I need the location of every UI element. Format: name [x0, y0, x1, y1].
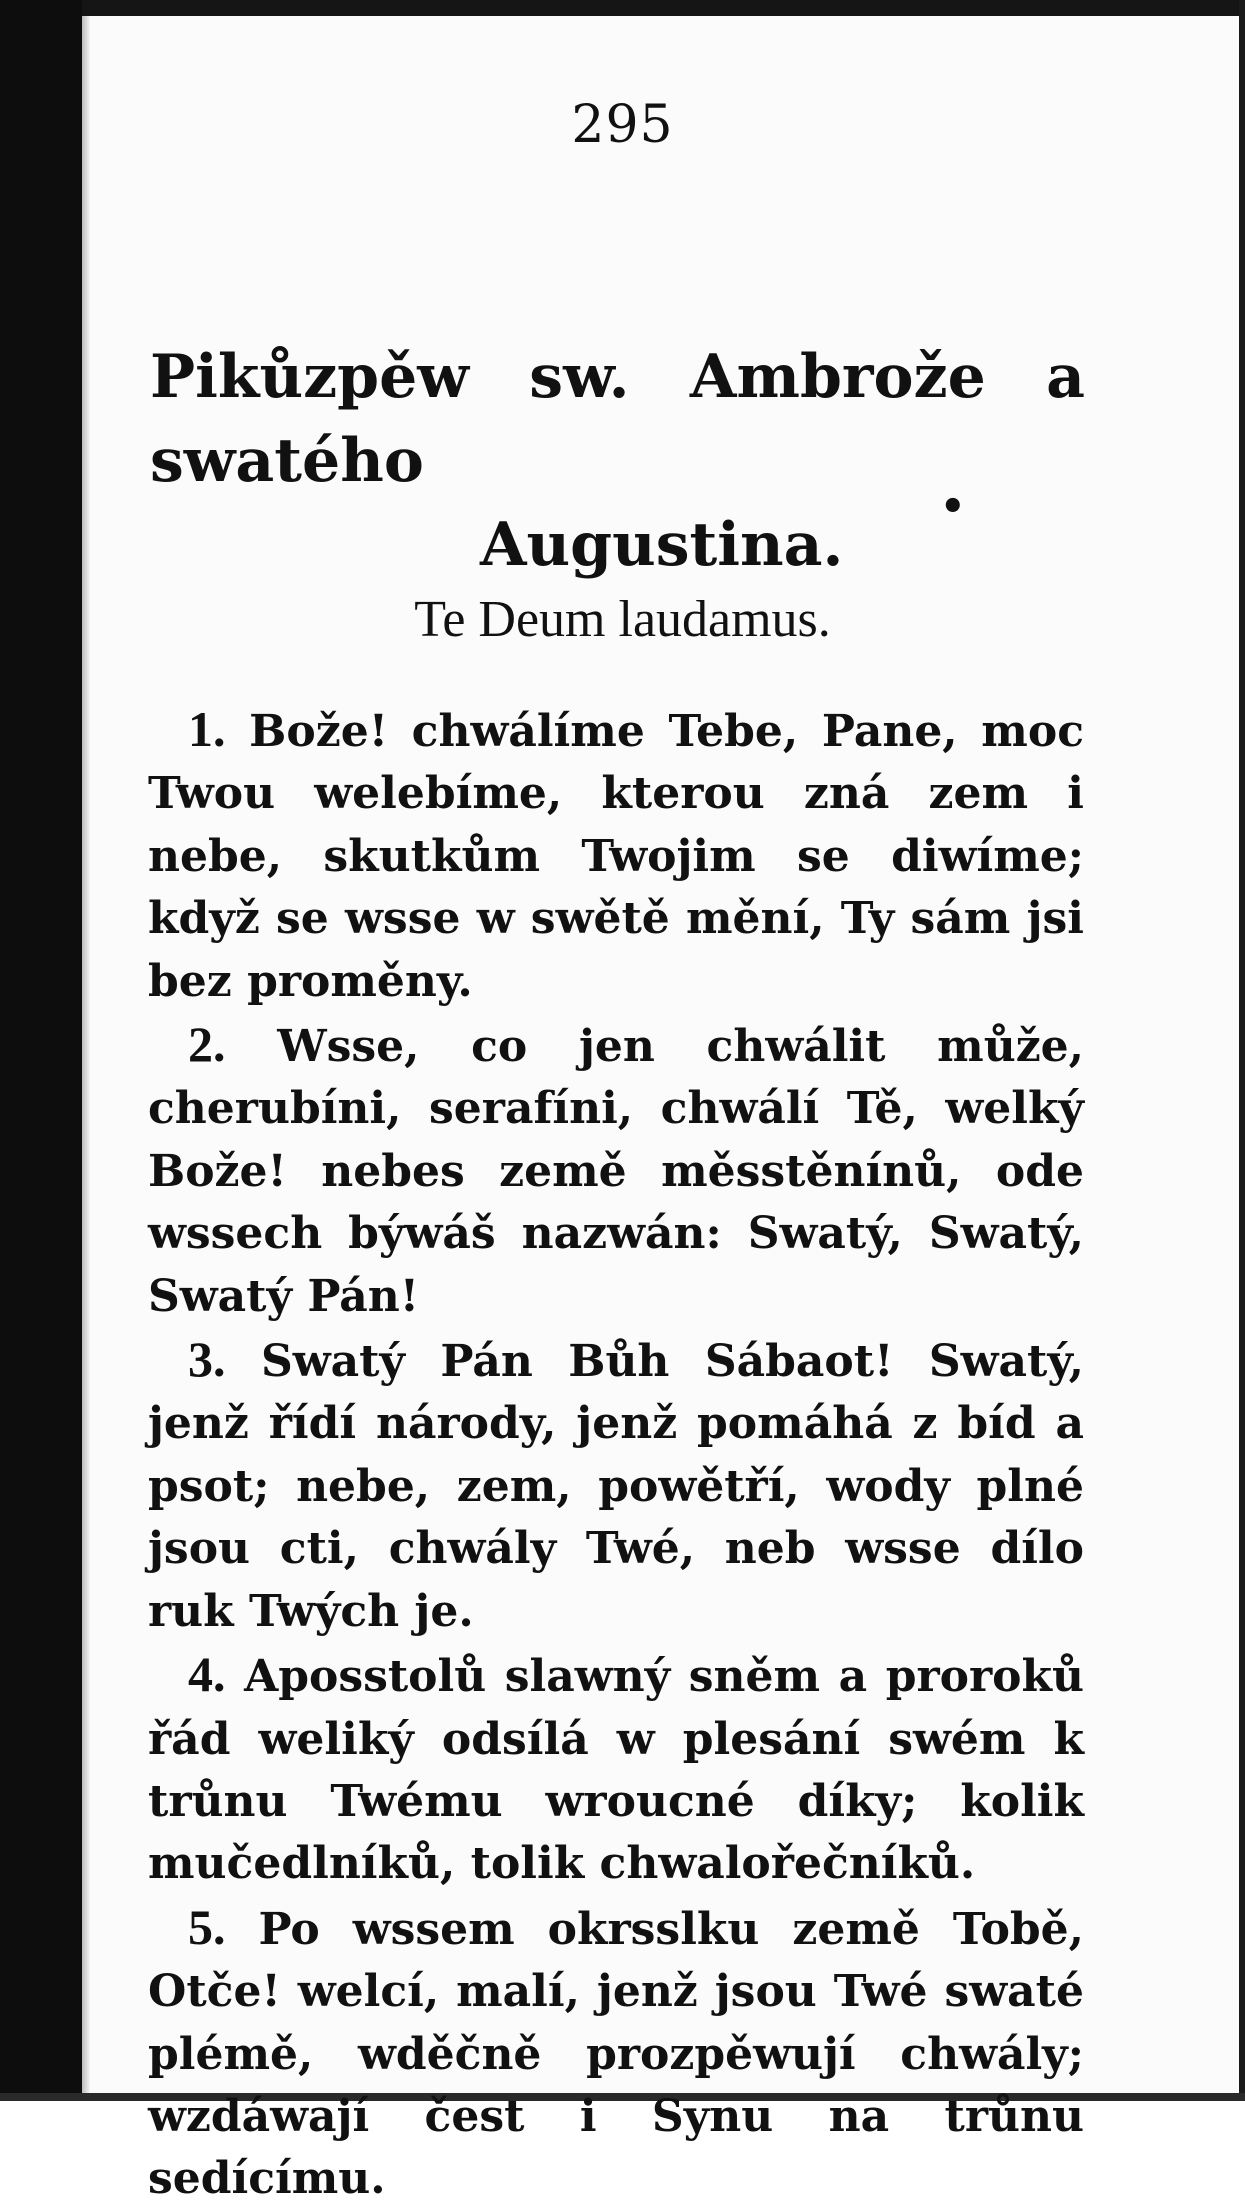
verse-text: Po wssem okrsslku země Tobě, Otče! welcí, malí, jenž jsou Twé swaté plémě, wděčně prozpěwují chwály; wzdáwají čest i Synu na trůnu sedícímu. [148, 1903, 1084, 2205]
verse-number: 2. [188, 1016, 226, 1073]
verse-number: 5. [188, 1898, 226, 1955]
verse-number: 3. [188, 1331, 226, 1388]
hymn-subtitle: Te Deum laudamus. [414, 591, 831, 648]
hymn-title [150, 335, 1085, 587]
verse-text: Aposstolů slawný sněm a proroků řád weliký odsílá w plesání swém k trůnu Twému wroucné díky; kolik mučedlníků, tolik chwalořečníků. [148, 1651, 1084, 1890]
scan-border-right [1239, 0, 1245, 2101]
ink-speck: • [940, 483, 966, 530]
verse-text: Bože! chwálíme Tebe, Pane, moc Twou welebíme, kterou zná zem i nebe, skutkům Twojim se diwíme; když se wsse w swětě mění, Ty sám jsi bez proměny. [148, 706, 1084, 1007]
scan-border-left [0, 0, 82, 2101]
page-gutter-shadow [82, 16, 90, 2093]
verse-3 [148, 1328, 1084, 1643]
verse-5 [148, 1896, 1084, 2211]
verse-4 [148, 1643, 1084, 1896]
verse-number: 4. [188, 1646, 226, 1703]
verse-1 [148, 698, 1084, 1013]
title-line-2: Augustina. [480, 510, 844, 580]
scan-border-top [0, 0, 1245, 16]
verse-number: 1. [188, 701, 226, 757]
verse-text: Swatý Pán Bůh Sábaot! Swatý, jenž řídí národy, jenž pomáhá z bíd a psot; nebe, zem, powětří, wody plné jsou cti, chwály Twé, neb wsse dílo ruk Twých je. [148, 1336, 1084, 1637]
title-line-1: Pikůzpěw sw. Ambrože a swatého [150, 342, 1085, 496]
verse-list [148, 698, 1084, 2211]
verse-2 [148, 1013, 1084, 1328]
verse-text: Wsse, co jen chwálit může, cherubíni, serafíni, chwálí Tě, welký Bože! nebes země měsstěnínů, ode wssech býwáš nazwán: Swatý, Swatý, Swatý Pán! [148, 1021, 1084, 1322]
page-number: 295 [571, 95, 674, 155]
